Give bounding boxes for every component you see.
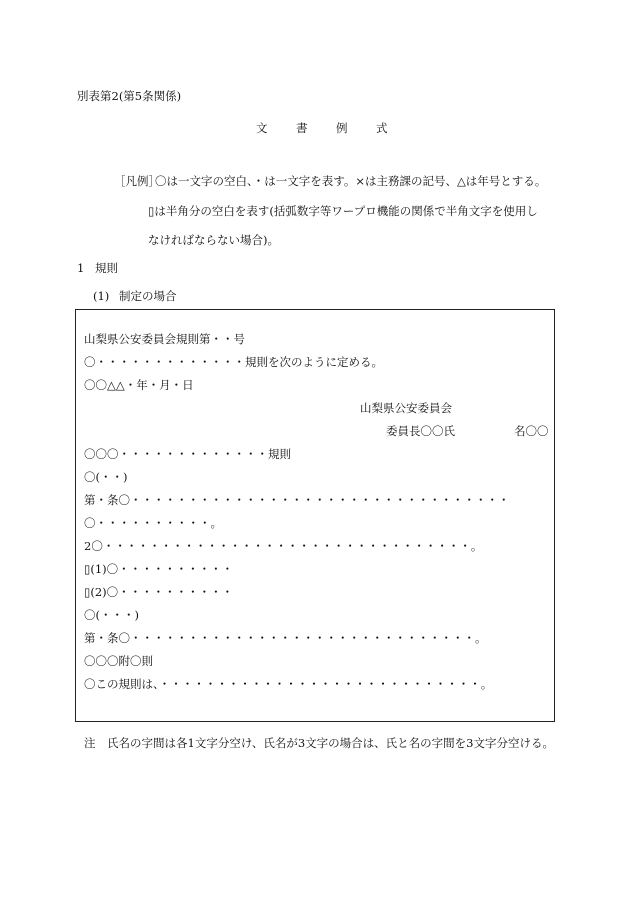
legend-line-1: 〇は一文字の空白、・は一文字を表す。×は主務課の記号、△は年号とする。 <box>155 174 547 188</box>
box-line: 〇〇〇附〇則 <box>84 654 153 668</box>
box-line: 〇〇〇・・・・・・・・・・・・・規則 <box>84 447 291 461</box>
document-title <box>256 123 416 135</box>
section-title: 規則 <box>95 261 118 275</box>
section-number: 1 <box>77 261 85 275</box>
legend-line-3: なければならない場合)。 <box>148 233 279 247</box>
title-char: 例 <box>336 121 348 135</box>
box-line: 山梨県公安委員会規則第・・号 <box>84 332 245 346</box>
box-line: 〇この規則は、・・・・・・・・・・・・・・・・・・・・・・・・・・・・。 <box>84 677 493 691</box>
box-line: 〇〇△△・年・月・日 <box>84 378 194 392</box>
subsection-title: 制定の場合 <box>119 289 177 303</box>
box-line: 〇・・・・・・・・・・。 <box>84 516 222 530</box>
signatory-name: 名〇〇 <box>514 424 549 438</box>
box-line: ▯(1)〇・・・・・・・・・・ <box>84 562 234 576</box>
title-char: 書 <box>296 121 308 135</box>
box-line: 2〇・・・・・・・・・・・・・・・・・・・・・・・・・・・・・・・・。 <box>84 539 483 553</box>
box-line: 第・条〇・・・・・・・・・・・・・・・・・・・・・・・・・・・・・・・・・ <box>84 493 510 507</box>
title-char: 文 <box>256 121 268 135</box>
box-line: ▯(2)〇・・・・・・・・・・ <box>84 585 234 599</box>
subsection-number: (1) <box>93 289 110 303</box>
legend-line-2: ▯は半角分の空白を表す(括弧数字等ワープロ機能の関係で半角文字を使用し <box>148 204 538 218</box>
box-line: 〇・・・・・・・・・・・・・規則を次のように定める。 <box>84 355 383 369</box>
title-char: 式 <box>376 121 388 135</box>
box-line: 〇(・・) <box>84 470 128 484</box>
footnote: 注 氏名の字間は各1文字分空け、氏名が3文字の場合は、氏と名の字間を3文字分空ける。 <box>84 736 554 750</box>
annex-header: 別表第2(第5条関係) <box>77 89 182 103</box>
box-line: 〇(・・・) <box>84 608 139 622</box>
signatory-title: 委員長〇〇氏 <box>386 424 455 438</box>
signatory-org: 山梨県公安委員会 <box>360 401 452 415</box>
box-line: 第・条〇・・・・・・・・・・・・・・・・・・・・・・・・・・・・・・。 <box>84 631 487 645</box>
legend-label: ［凡例］ <box>114 174 160 188</box>
